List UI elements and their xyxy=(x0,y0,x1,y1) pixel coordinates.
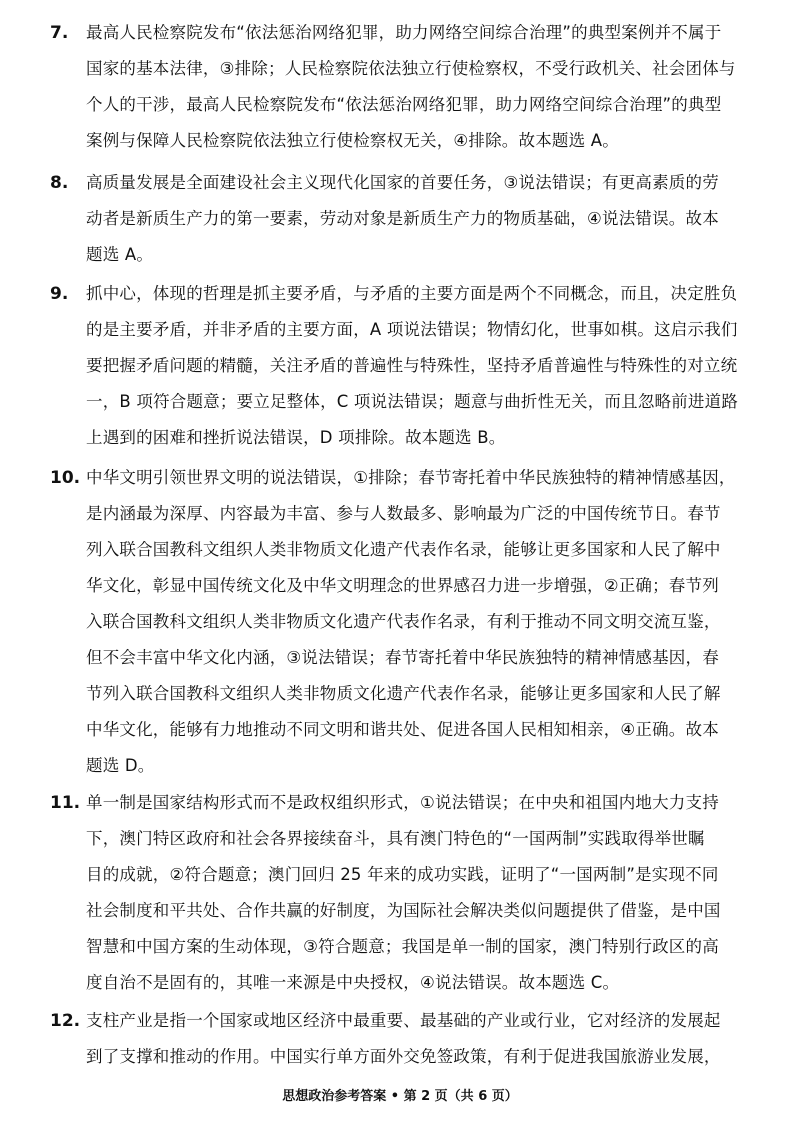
answer-line: 中华文化，能够有力地推动不同文明和谐共处、促进各国人民相知相亲，④正确。故本 xyxy=(86,720,719,739)
answer-line: 单一制是国家结构形式而不是政权组织形式，①说法错误；在中央和祖国内地大力支持 xyxy=(86,793,719,812)
answer-line: 抓中心，体现的哲理是抓主要矛盾，与矛盾的主要方面是两个不同概念，而且，决定胜负 xyxy=(86,284,738,303)
answer-line: 上遇到的困难和挫折说法错误，D 项排除。故本题选 B。 xyxy=(86,428,506,447)
answer-line: 目的成就，②符合题意；澳门回归 25 年来的成功实践，证明了“一国两制”是实现不同 xyxy=(86,865,719,884)
answer-line: 入联合国教科文组织人类非物质文化遗产代表作名录，有利于推动不同文明交流互鉴， xyxy=(86,612,721,631)
answer-line: 支柱产业是指一个国家或地区经济中最重要、最基础的产业或行业，它对经济的发展起 xyxy=(86,1011,721,1030)
answer-line: 中华文明引领世界文明的说法错误，①排除；春节寄托着中华民族独特的精神情感基因， xyxy=(86,468,736,487)
answer-line: 列入联合国教科文组织人类非物质文化遗产代表作名录，能够让更多国家和人民了解中 xyxy=(86,540,721,559)
answer-line: 但不会丰富中华文化内涵，③说法错误；春节寄托着中华民族独特的精神情感基因，春 xyxy=(86,648,719,667)
answer-line: 高质量发展是全面建设社会主义现代化国家的首要任务，③说法错误；有更高素质的劳 xyxy=(86,173,719,192)
page-footer: 思想政治参考答案 • 第 2 页（共 6 页） xyxy=(282,1089,518,1104)
answer-line: 案例与保障人民检察院依法独立行使检察权无关，④排除。故本题选 A。 xyxy=(86,131,619,150)
answer-line: 国家的基本法律，③排除；人民检察院依法独立行使检察权，不受行政机关、社会团体与 xyxy=(86,59,736,78)
answer-line: 华文化，彰显中国传统文化及中华文明理念的世界感召力进一步增强，②正确；春节列 xyxy=(86,576,719,595)
answer-line: 最高人民检察院发布“依法惩治网络犯罪，助力网络空间综合治理”的典型案例并不属于 xyxy=(86,23,722,42)
answer-line: 的是主要矛盾，并非矛盾的主要方面，A 项说法错误；物情幻化，世事如棋。这启示我们 xyxy=(86,320,738,339)
answer-line: 度自治不是固有的，其唯一来源是中央授权，④说法错误。故本题选 C。 xyxy=(86,973,620,992)
answer-line: 是内涵最为深厚、内容最为丰富、参与人数最多、影响最为广泛的中国传统节日。春节 xyxy=(86,504,721,523)
answer-line: 到了支撑和推动的作用。中国实行单方面外交免签政策，有利于促进我国旅游业发展， xyxy=(86,1047,721,1066)
answer-line: 个人的干涉，最高人民检察院发布“依法惩治网络犯罪，助力网络空间综合治理”的典型 xyxy=(86,95,722,114)
answer-line: 下，澳门特区政府和社会各界接续奋斗，具有澳门特色的“一国两制”实践取得举世瞩 xyxy=(86,829,705,848)
answer-line: 题选 D。 xyxy=(86,756,155,775)
answer-line: 动者是新质生产力的第一要素，劳动对象是新质生产力的物质基础，④说法错误。故本 xyxy=(86,209,719,228)
answer-line: 智慧和中国方案的生动体现，③符合题意；我国是单一制的国家，澳门特别行政区的高 xyxy=(86,937,719,956)
answer-line: 要把握矛盾问题的精髓，关注矛盾的普遍性与特殊性，坚持矛盾普遍性与特殊性的对立统 xyxy=(86,356,738,375)
question-number: 10. xyxy=(50,468,81,488)
question-number: 7. xyxy=(50,23,69,43)
question-number: 12. xyxy=(50,1011,81,1031)
answer-line: 社会制度和平共处、合作共赢的好制度，为国际社会解决类似问题提供了借鉴，是中国 xyxy=(86,901,721,920)
answer-line: 题选 A。 xyxy=(86,245,154,264)
answer-line: 一，B 项符合题意；要立足整体，C 项说法错误；题意与曲折性无关，而且忽略前进道路 xyxy=(86,392,739,411)
question-number: 9. xyxy=(50,284,69,304)
question-number: 11. xyxy=(50,793,81,813)
question-number: 8. xyxy=(50,173,69,193)
answer-line: 节列入联合国教科文组织人类非物质文化遗产代表作名录，能够让更多国家和人民了解 xyxy=(86,684,721,703)
